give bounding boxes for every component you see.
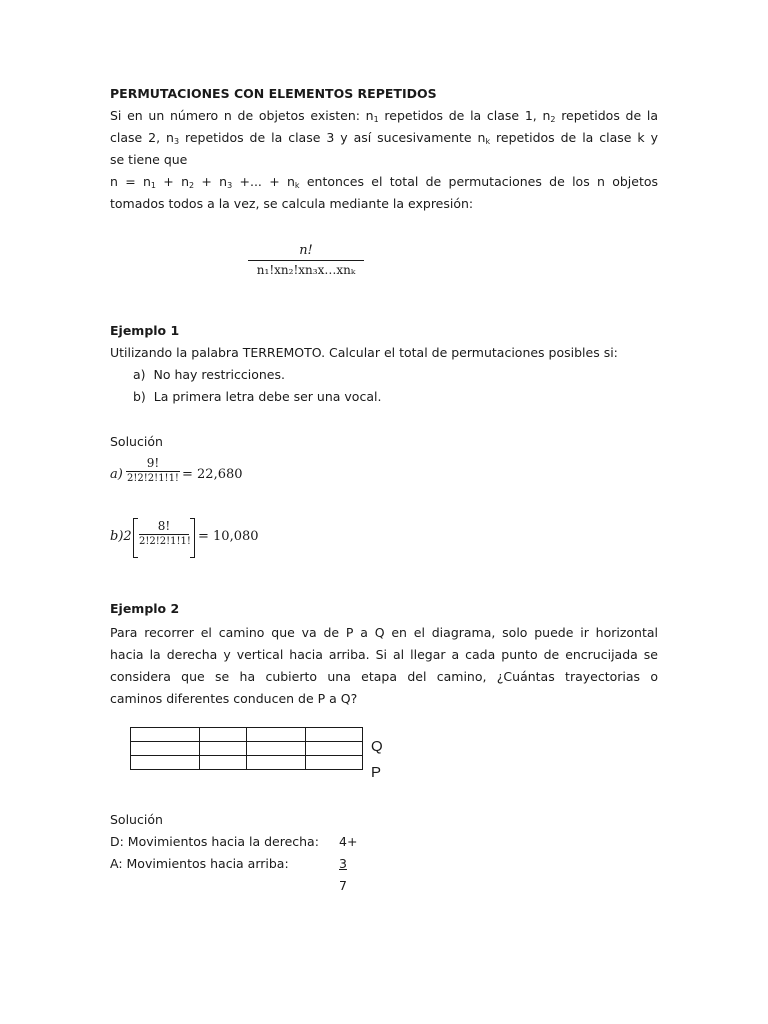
solution-b-numerator: 8! <box>157 519 171 533</box>
solution-b-denominator: 2!2!2!1!1! <box>139 536 191 547</box>
example-2-line-2: hacia la derecha y vertical hacia arriba. Si al llegar a cada punto de encrucijada se <box>110 647 658 662</box>
solution-a-denominator: 2!2!2!1!1! <box>127 473 179 484</box>
solution-a-numerator: 9! <box>146 456 160 470</box>
example-2-heading: Ejemplo 2 <box>110 601 180 616</box>
left-bracket <box>133 518 138 558</box>
intro-line-4: $n = n_1 + n_2 + n_3$ +... + $n_k$ entonces el total de permutaciones de los n objetos <box>110 174 659 190</box>
example-2-line-4: caminos diferentes conducen de P a Q? <box>110 691 358 706</box>
intro-line-3: se tiene que <box>110 152 188 167</box>
example-1-heading: Ejemplo 1 <box>110 323 180 338</box>
section-title: PERMUTACIONES CON ELEMENTOS REPETIDOS <box>110 86 437 101</box>
right-bracket <box>190 518 195 558</box>
solution-a-result: = 22,680 <box>182 467 243 482</box>
solution-b-prefix: b)2 <box>110 529 132 544</box>
path-grid-diagram <box>130 727 363 770</box>
point-p-label: P <box>371 764 382 781</box>
solution-b-fraction <box>139 519 189 547</box>
intro-line-5: tomados todos a la vez, se calcula mediante la expresión: <box>110 196 474 211</box>
example-2-solution-label: Solución <box>110 812 163 827</box>
solution-b-result: = 10,080 <box>198 529 259 544</box>
point-q-label: Q <box>371 738 383 755</box>
formula-numerator: n! <box>299 243 313 258</box>
intro-line-2: clase 2, $n_3$ repetidos de la clase 3 y así sucesivamente $n_k$ repetidos de la clase k y <box>110 130 658 146</box>
example-1-solution-label: Solución <box>110 434 163 449</box>
example-1-item-b: b) La primera letra debe ser una vocal. <box>133 389 382 404</box>
moves-total: 7 <box>339 878 347 893</box>
moves-up-label: A: Movimientos hacia arriba: <box>110 856 289 871</box>
formula-denominator: n₁!xn₂!xn₃x…xnₖ <box>256 263 356 277</box>
moves-right-label: D: Movimientos hacia la derecha: <box>110 834 319 849</box>
example-1-statement: Utilizando la palabra TERREMOTO. Calcular el total de permutaciones posibles si: <box>110 345 618 360</box>
moves-up-value: 3 <box>339 856 347 871</box>
intro-line-1: Si en un número n de objetos existen: $n_1$ repetidos de la clase 1, $n_2$ repetidos de la <box>110 108 659 124</box>
moves-right-value: 4+ <box>339 834 358 849</box>
example-2-line-1: Para recorrer el camino que va de P a Q en el diagrama, solo puede ir horizontal <box>110 625 658 640</box>
example-2-line-3: considera que se ha cubierto una etapa del camino, ¿Cuántas trayectorias o <box>110 669 658 684</box>
solution-a-prefix: a) <box>110 467 123 482</box>
solution-a-fraction <box>126 456 180 484</box>
permutation-formula <box>248 243 364 277</box>
example-1-item-a: a) No hay restricciones. <box>133 367 285 382</box>
